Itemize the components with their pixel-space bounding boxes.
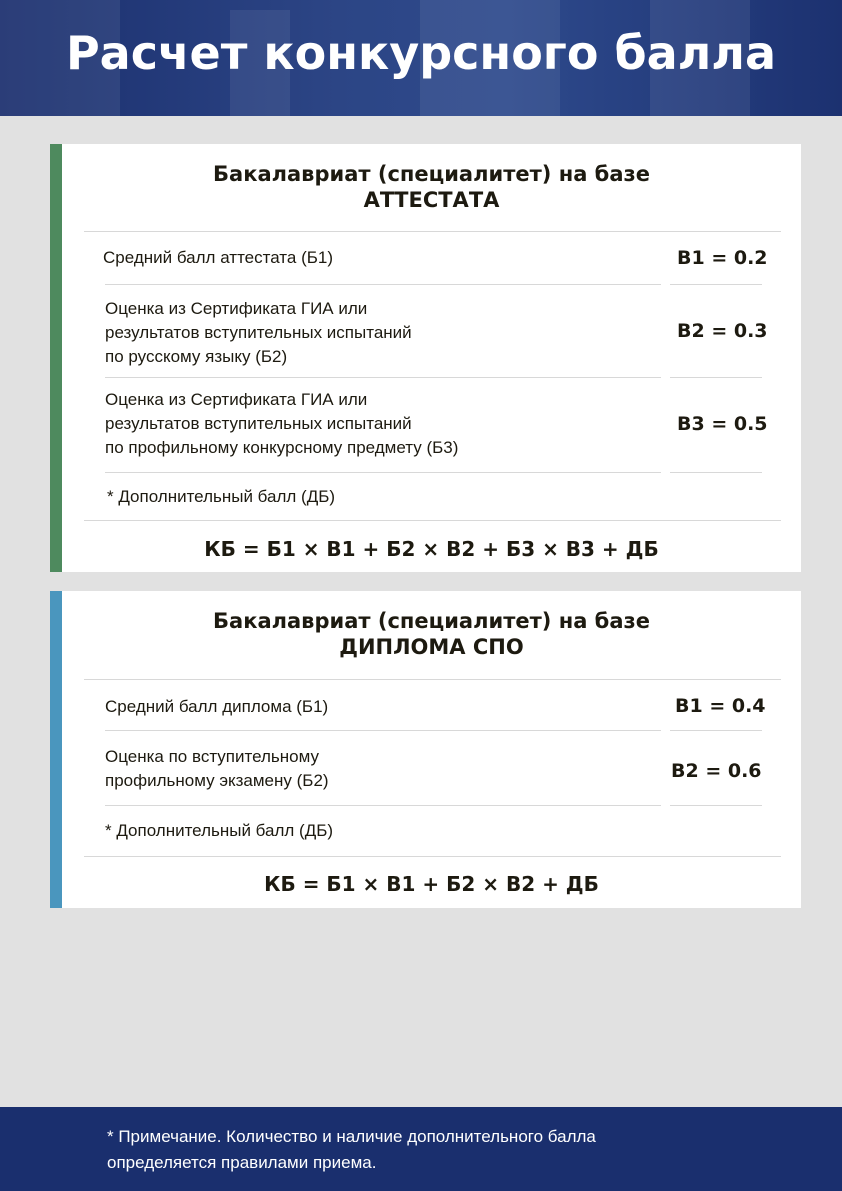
row-label-line: профильному экзамену (Б2) <box>105 771 329 790</box>
row-label-line: Оценка из Сертификата ГИА или <box>105 299 368 318</box>
row-label <box>105 745 329 793</box>
card-diploma <box>50 591 801 908</box>
extra-score-label: * Дополнительный балл (ДБ) <box>107 487 336 506</box>
formula: КБ = Б1 × В1 + Б2 × В2 + Б3 × В3 + ДБ <box>204 537 659 561</box>
coef-value: В2 = 0.6 <box>671 760 762 782</box>
row-label <box>105 388 458 460</box>
row-label <box>105 695 328 719</box>
divider <box>670 377 762 378</box>
header-banner <box>0 0 842 116</box>
divider <box>670 284 762 285</box>
divider <box>105 730 661 731</box>
coef-value: В2 = 0.3 <box>677 320 768 342</box>
footer-note-line1: * Примечание. Количество и наличие дополнительного балла <box>107 1127 596 1146</box>
row-label-line: по профильному конкурсному предмету (Б3) <box>105 438 459 457</box>
row-label-line: результатов вступительных испытаний <box>105 323 412 342</box>
row-label <box>105 297 412 369</box>
formula: КБ = Б1 × В1 + Б2 × В2 + ДБ <box>264 872 599 896</box>
divider <box>105 377 661 378</box>
divider <box>105 805 661 806</box>
card-attestat <box>50 144 801 572</box>
row-label-line: Оценка по вступительному <box>105 747 319 766</box>
row-label-line: по русскому языку (Б2) <box>105 347 288 366</box>
row-label-line: результатов вступительных испытаний <box>105 414 412 433</box>
page-title: Расчет конкурсного балла <box>65 26 777 80</box>
divider <box>84 520 781 521</box>
row-label-line: Средний балл диплома (Б1) <box>105 697 329 716</box>
divider <box>84 856 781 857</box>
divider <box>105 472 661 473</box>
coef-value: В1 = 0.2 <box>677 247 768 269</box>
footer-note-line2: определяется правилами приема. <box>107 1153 377 1172</box>
card-title <box>62 608 801 660</box>
extra-score-label: * Дополнительный балл (ДБ) <box>105 821 334 840</box>
card-stripe <box>50 144 62 572</box>
coef-value: В1 = 0.4 <box>675 695 766 717</box>
divider <box>670 730 762 731</box>
card-title-line2: ДИПЛОМА СПО <box>339 635 524 659</box>
row-label <box>103 246 333 270</box>
footer-banner <box>0 1107 842 1191</box>
coef-value: В3 = 0.5 <box>677 413 768 435</box>
card-stripe <box>50 591 62 908</box>
divider <box>84 231 781 232</box>
card-title-line1: Бакалавриат (специалитет) на базе <box>213 162 650 186</box>
card-title <box>62 161 801 213</box>
divider <box>84 679 781 680</box>
row-label-line: Средний балл аттестата (Б1) <box>103 248 333 267</box>
footer-note <box>107 1124 596 1176</box>
divider <box>105 284 661 285</box>
divider <box>670 805 762 806</box>
card-title-line2: АТТЕСТАТА <box>363 188 500 212</box>
row-label-line: Оценка из Сертификата ГИА или <box>105 390 368 409</box>
divider <box>670 472 762 473</box>
card-title-line1: Бакалавриат (специалитет) на базе <box>213 609 650 633</box>
